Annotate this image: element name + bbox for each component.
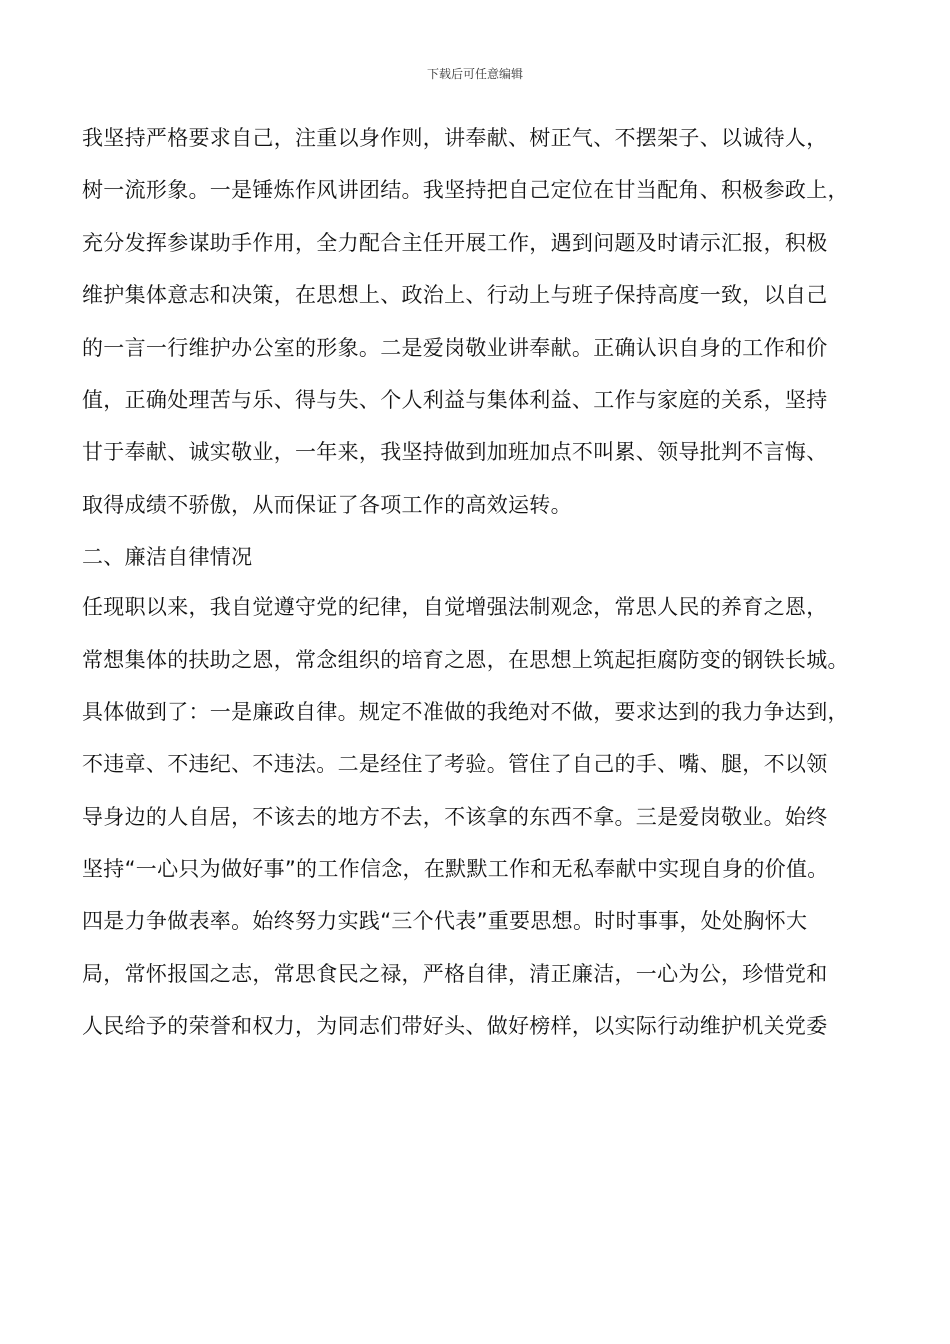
page-header: 下载后可任意编辑 (426, 67, 523, 81)
text-line: 充分发挥参谋助手作用，全力配合主任开展工作，遇到问题及时请示汇报，积极 (82, 230, 828, 255)
text-line: 人民给予的荣誉和权力，为同志们带好头、做好榜样，以实际行动维护机关党委 (82, 1014, 828, 1039)
text-line: 局，常怀报国之志，常思食民之禄，严格自律，清正廉洁，一心为公，珍惜党和 (82, 961, 828, 986)
document-body (82, 116, 882, 1057)
text-line: 导身边的人自居，不该去的地方不去，不该拿的东西不拿。三是爱岗敬业。始终 (82, 804, 828, 829)
text-line: 不违章、不违纪、不违法。二是经住了考验。管住了自己的手、嘴、腿，不以领 (82, 752, 828, 777)
text-line: 甘于奉献、诚实敬业，一年来，我坚持做到加班加点不叫累、领导批判不言悔、 (82, 440, 828, 465)
text-line: 值，正确处理苦与乐、得与失、个人利益与集体利益、工作与家庭的关系，坚持 (82, 387, 828, 412)
text-line: 我坚持严格要求自己，注重以身作则，讲奉献、树正气、不摆架子、以诚待人， (82, 126, 828, 150)
text-line: 常想集体的扶助之恩，常念组织的培育之恩，在思想上筑起拒腐防变的钢铁长城。 (82, 647, 849, 672)
text-line: 的一言一行维护办公室的形象。二是爱岗敬业讲奉献。正确认识自身的工作和价 (82, 335, 828, 360)
text-line: 任现职以来，我自觉遵守党的纪律，自觉增强法制观念，常思人民的养育之恩， (82, 595, 828, 620)
text-line: 四是力争做表率。始终努力实践“三个代表”重要思想。时时事事，处处胸怀大 (82, 909, 808, 934)
text-line: 坚持“一心只为做好事”的工作信念，在默默工作和无私奉献中实现自身的价值。 (82, 857, 829, 882)
text-line: 维护集体意志和决策，在思想上、政治上、行动上与班子保持高度一致，以自己 (82, 283, 828, 308)
text-line: 取得成绩不骄傲，从而保证了各项工作的高效运转。 (82, 492, 572, 517)
section-heading: 二、廉洁自律情况 (82, 545, 253, 570)
text-line: 树一流形象。一是锤炼作风讲团结。我坚持把自己定位在甘当配角、积极参政上， (82, 178, 849, 203)
text-line: 具体做到了：一是廉政自律。规定不准做的我绝对不做，要求达到的我力争达到， (82, 699, 849, 724)
